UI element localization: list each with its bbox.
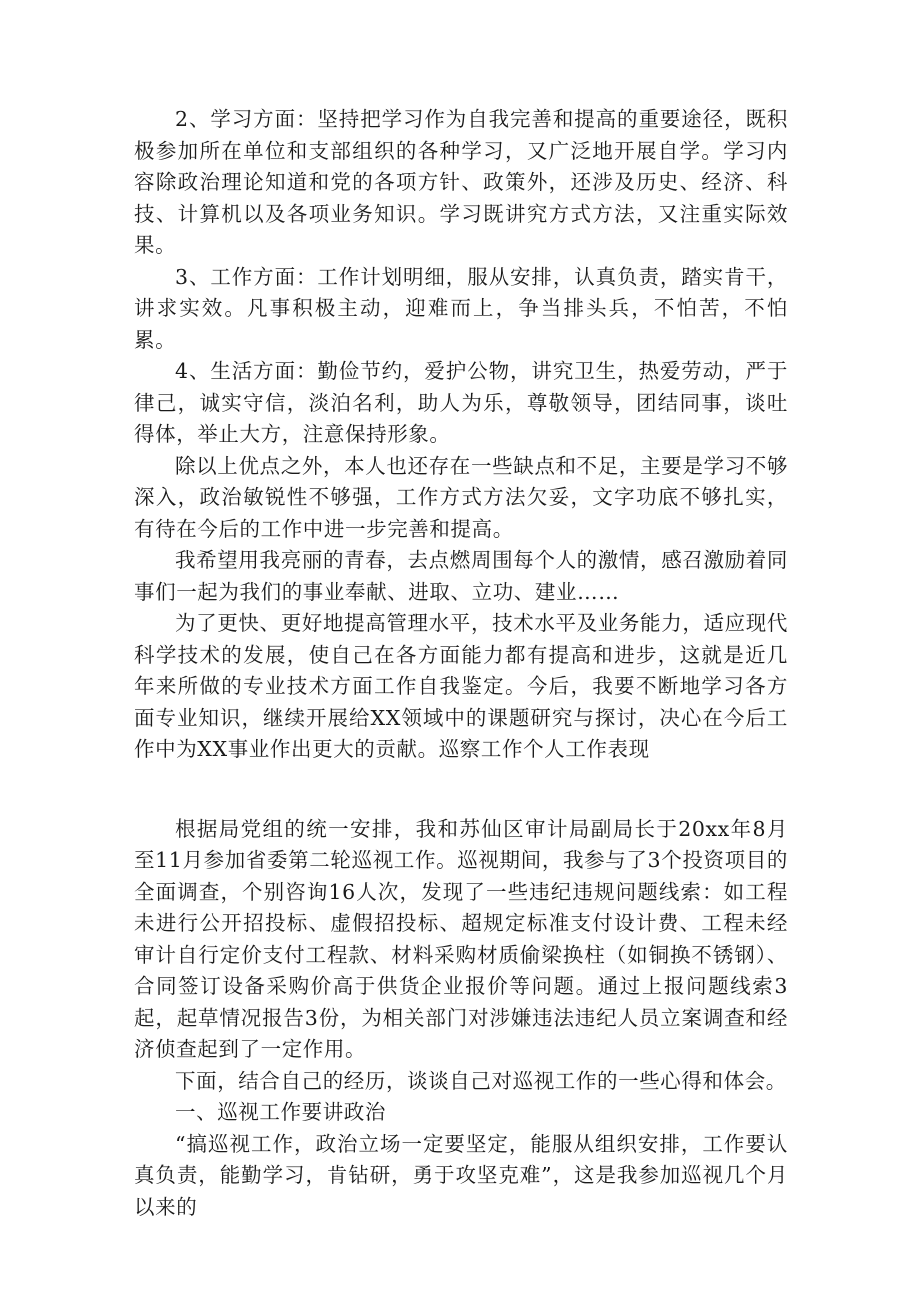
document-body (134, 104, 788, 1223)
paragraph-inspection-intro: 根据局党组的统一安排，我和苏仙区审计局副局长于20xx年8月至11月参加省委第二轮巡视工作。巡视期间，我参与了3个投资项目的全面调查，个别咨询16人次，发现了一些违纪违规问题线索：如工程未进行公开招投标、虚假招投标、超规定标准支付设计费、工程未经审计自行定价支付工程款、材料采购材质偷梁换柱（如铜换不锈钢）、合同签订设备采购价高于供货企业报价等问题。通过上报问题线索3起，起草情况报告3份，为相关部门对涉嫌违法违纪人员立案调查和经济侦查起到了一定作用。 (134, 816, 788, 1061)
paragraph-work: 3、工作方面：工作计划明细，服从安排，认真负责，踏实肯干，讲求实效。凡事积极主动，迎难而上，争当排头兵，不怕苦，不怕累。 (134, 264, 788, 352)
paragraph-hope: 我希望用我亮丽的青春，去点燃周围每个人的激情，感召激励着同事们一起为我们的事业奉献、进取、立功、建业…… (134, 548, 788, 604)
paragraph-study: 2、学习方面：坚持把学习作为自我完善和提高的重要途径，既积极参加所在单位和支部组织的各种学习，又广泛地开展自学。学习内容除政治理论知道和党的各项方针、政策外，还涉及历史、经济、科技、计算机以及各项业务知识。学习既讲究方式方法，又注重实际效果。 (134, 107, 788, 257)
paragraph-life: 4、生活方面：勤俭节约，爱护公物，讲究卫生，热爱劳动，严于律己，诚实守信，淡泊名利，助人为乐，尊敬领导，团结同事，谈吐得体，举止大方，注意保持形象。 (134, 359, 788, 446)
paragraph-summary: 为了更快、更好地提高管理水平，技术水平及业务能力，适应现代科学技术的发展，使自己在各方面能力都有提高和进步，这就是近几年来所做的专业技术方面工作自我鉴定。今后，我要不断地学习各方面专业知识，继续开展给XX领域中的课题研究与探讨，决心在今后工作中为XX事业作出更大的贡献。巡察工作个人工作表现 (134, 611, 788, 761)
section-heading: 一、巡视工作要讲政治 (175, 1100, 386, 1124)
paragraph-shortcomings: 除以上优点之外，本人也还存在一些缺点和不足，主要是学习不够深入，政治敏锐性不够强，工作方式方法欠妥，文字功底不够扎实，有待在今后的工作中进一步完善和提高。 (134, 453, 788, 541)
paragraph-quote: “搞巡视工作，政治立场一定要坚定，能服从组织安排，工作要认真负责，能勤学习，肯钻研，勇于攻坚克难”，这是我参加巡视几个月以来的 (134, 1131, 788, 1219)
section-gap (134, 766, 788, 814)
paragraph-experience: 下面，结合自己的经历，谈谈自己对巡视工作的一些心得和体会。 (175, 1068, 787, 1093)
